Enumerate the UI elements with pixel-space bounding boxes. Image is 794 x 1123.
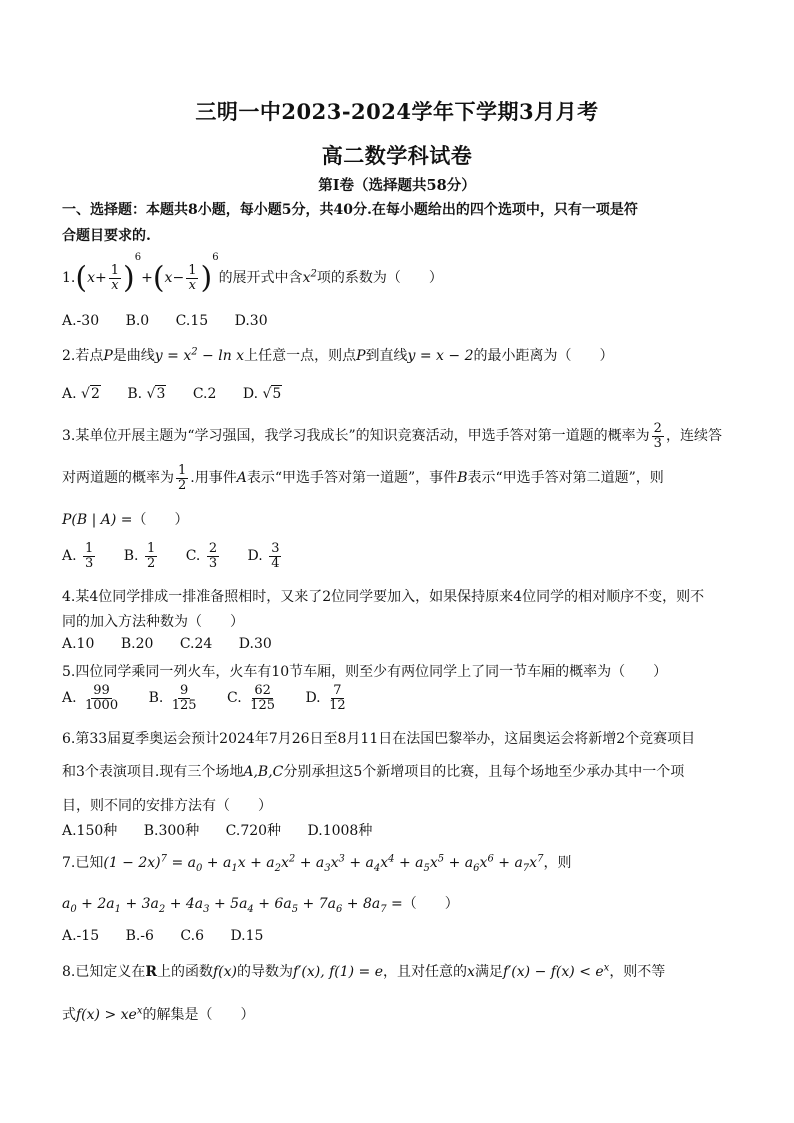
q6-option-c: C.720种	[225, 823, 282, 839]
question-6-line2	[62, 761, 684, 781]
q2-var: P	[356, 348, 366, 364]
q7-options	[62, 928, 285, 944]
q7-sum: $a_0 + 2a_1 + 3a_2 + 4a_3 + 5a_4 + 6a_5 + 7a_6 + 8a_7$ =	[62, 896, 403, 915]
q8-text: ，且对任意的	[383, 964, 468, 980]
q3-text: 表示“甲选手答对第二道题”，则	[467, 470, 664, 487]
q1-option-d: D.30	[234, 313, 268, 329]
q3-event-b: B	[457, 470, 468, 487]
question-7-line1	[62, 852, 571, 874]
q3-text: 对两道题的概率为	[62, 470, 174, 487]
question-1: 1.(x+ $\frac{1}{x}$ )$^6$+(x− $\frac{1}{x}$ )$^6$的展开式中含$x^2$项的系数为（ ）	[62, 252, 443, 296]
question-8-line2	[62, 1004, 254, 1024]
q3-frac-1-2: $\frac{1}{2}$	[178, 463, 187, 493]
q1-paren: )	[200, 260, 213, 296]
q8-condition: $f'(x) - f(x) < e^x$	[502, 962, 610, 980]
q1-expr-a: x+	[87, 270, 107, 286]
q2-option-a: A. √2	[62, 386, 100, 402]
q2-text: 的最小距离为（ ）	[473, 348, 614, 364]
q6-options	[62, 820, 394, 840]
q4-options	[62, 636, 294, 652]
q8-text: 的导数为	[237, 964, 294, 980]
question-3-line3	[62, 509, 189, 529]
q2-text: 到直线	[365, 348, 408, 364]
q3-text: ，连续答	[665, 428, 722, 445]
q1-option-b: B.0	[125, 313, 150, 329]
q7-option-b: B.-6	[125, 928, 154, 944]
q8-text: 满足	[474, 964, 503, 980]
q3-options	[62, 542, 305, 570]
q6-option-a: A.150种	[62, 823, 118, 839]
q3-option-d: D. $\frac{3}{4}$	[247, 541, 280, 571]
q8-derivative: f′(x), f(1) = e	[293, 964, 384, 980]
q7-option-c: C.6	[180, 928, 204, 944]
question-6-line1: 6.第33届夏季奥运会预计2024年7月26日至8月11日在法国巴黎举办，这届奥运会将新增2个竞赛项目	[62, 731, 696, 747]
q6-text: 分别承担这5个新增项目的比赛，且每个场地至少承办其中一个项	[283, 764, 685, 780]
q7-option-d: D.15	[230, 928, 264, 944]
q3-text: 表示“甲选手答对第一道题”，事件	[246, 470, 458, 487]
q1-text: 的展开式中含	[218, 270, 303, 286]
q6-option-d: D.1008种	[307, 823, 373, 839]
q8-text: 的解集是（ ）	[142, 1007, 255, 1023]
volume-heading: 第I卷（选择题共58分）	[318, 177, 476, 194]
q4-option-c: C.24	[179, 636, 213, 652]
q1-option-a: A.-30	[62, 313, 100, 329]
q4-option-b: B.20	[120, 636, 154, 652]
question-7-line2	[62, 893, 459, 915]
exam-subtitle: 高二数学科试卷	[321, 143, 473, 168]
question-4-line1: 4.某4位同学排成一排准备照相时，又来了2位同学要加入，如果保持原来4位同学的相对顺序不变，则不	[62, 589, 705, 605]
q2-option-d: D. √5	[242, 386, 282, 402]
section-instructions-line1: 一、选择题：本题共8小题，每小题5分，共40分.在每小题给出的四个选项中，只有一项是符	[62, 202, 638, 218]
q2-options	[62, 386, 304, 402]
q1-paren: (	[152, 260, 165, 296]
q7-text: （ ）	[402, 896, 459, 912]
q3-option-b: B. $\frac{1}{2}$	[123, 541, 156, 571]
q5-option-d: D. $\frac{7}{12}$	[305, 683, 346, 713]
q8-text: ，则不等	[609, 964, 666, 980]
q7-option-a: A.-15	[62, 928, 100, 944]
q1-paren: (	[75, 260, 88, 296]
q8-text: 8.已知定义在	[62, 964, 146, 980]
q1-term: $x^2$	[302, 268, 317, 286]
q1-exp: 6	[134, 252, 142, 263]
q6-text: 和3个表演项目.现有三个场地	[62, 764, 244, 780]
q8-text: 式	[62, 1007, 76, 1023]
q3-text: 3.某单位开展主题为“学习强国，我学习我成长”的知识竞赛活动，甲选手答对第一道题的概率为	[62, 428, 650, 445]
q2-option-b: B. √3	[127, 386, 166, 402]
q8-x: x	[467, 964, 475, 980]
q4-option-a: A.10	[62, 636, 95, 652]
q1-paren: )	[123, 260, 135, 296]
q1-text: 项的系数为（ ）	[316, 270, 443, 286]
q3-frac-2-3: $\frac{2}{3}$	[653, 421, 662, 451]
q3-text: .用事件	[190, 470, 237, 487]
q6-venues: A,B,C	[243, 764, 284, 780]
q5-option-a: A. $\frac{99}{1000}$	[62, 683, 119, 713]
q2-curve: $y = x^2 - \ln x$	[154, 346, 245, 364]
question-5: 5.四位同学乘同一列火车，火车有10节车厢，则至少有两位同学上了同一节车厢的概率为（ ）	[62, 664, 668, 680]
q1-frac-b: $\frac{1}{x}$	[188, 262, 197, 293]
q2-text: 是曲线	[112, 348, 155, 364]
q2-text: 上任意一点，则点	[244, 348, 357, 364]
question-2	[62, 345, 613, 365]
q7-text: ，则	[543, 855, 572, 871]
q1-exp: 6	[212, 252, 219, 263]
q3-text: （ ）	[132, 512, 189, 528]
q2-var: P	[103, 348, 113, 364]
exam-title: 三明一中2023-2024学年下学期3月月考	[195, 99, 599, 124]
q8-inequality: $f(x) > xe^x$	[76, 1005, 143, 1023]
q1-number: 1.	[62, 270, 76, 286]
q6-option-b: B.300种	[143, 823, 200, 839]
q5-option-b: B. $\frac{9}{125}$	[148, 683, 197, 713]
q5-option-c: C. $\frac{62}{125}$	[227, 683, 275, 713]
q2-line: y = x − 2	[407, 348, 474, 364]
q1-frac-a: $\frac{1}{x}$	[110, 262, 119, 293]
q3-option-a: A. $\frac{1}{3}$	[62, 541, 94, 571]
q3-prob-expr: P(B | A) =	[62, 512, 133, 528]
q8-text: 上的函数	[157, 964, 213, 980]
question-3-line1	[62, 422, 722, 450]
q5-options	[62, 684, 372, 712]
q4-option-d: D.30	[238, 636, 272, 652]
q2-text: 2.若点	[62, 348, 104, 364]
question-4-line2: 同的加入方法种数为（ ）	[62, 614, 244, 630]
q1-options	[62, 313, 290, 329]
question-8-line1	[62, 961, 665, 981]
section-instructions-line2: 合题目要求的.	[62, 228, 151, 244]
q8-fx: f(x)	[213, 964, 238, 980]
question-6-line3: 目，则不同的安排方法有（ ）	[62, 798, 272, 814]
q1-expr-b: x−	[164, 270, 185, 286]
q8-reals: R	[145, 964, 157, 980]
q3-option-c: C. $\frac{2}{3}$	[185, 541, 218, 571]
q7-text: 7.已知	[62, 855, 104, 871]
q2-option-c: C.2	[192, 386, 217, 402]
question-3-line2	[62, 464, 664, 492]
q7-expansion: $(1 - 2x)^7 = a_0 + a_1x + a_2x^2 + a_3x^3 + a_4x^4 + a_5x^5 + a_6x^6 + a_7x^7$	[103, 853, 544, 874]
q3-event-a: A	[236, 470, 247, 487]
q1-option-c: C.15	[175, 313, 209, 329]
